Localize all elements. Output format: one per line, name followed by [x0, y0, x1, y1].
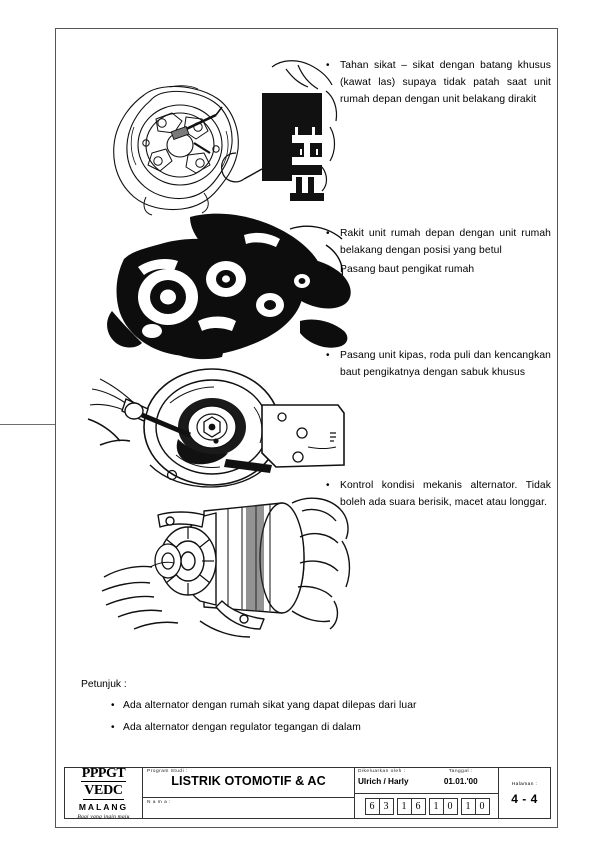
- instruction-group-2: [324, 225, 551, 280]
- name-field[interactable]: [143, 798, 354, 818]
- code-digit-pair: [429, 798, 457, 815]
- issued-by-value: Ulrich / Harly: [358, 777, 409, 786]
- bullet-item: [324, 225, 551, 259]
- bullet-label: Rakit unit rumah depan dengan unit rumah belakang dengan posisi yang betul: [340, 228, 551, 256]
- bullet-icon: •: [111, 722, 115, 733]
- binding-fold-mark: [0, 424, 56, 425]
- bullet-label: Pasang baut pengikat rumah: [340, 264, 475, 275]
- logo-tagline: Bagi yang ingin maju: [77, 813, 130, 820]
- page-label: Halaman :: [511, 782, 538, 787]
- program-cell: [143, 768, 355, 818]
- bullet-icon: •: [326, 480, 330, 491]
- bullet-item: [324, 477, 551, 511]
- date-value: 01.01.'00: [443, 777, 478, 786]
- program-study-label: Program Studi :: [147, 769, 188, 774]
- code-digit-pair: [461, 798, 489, 815]
- code-digit: 0: [443, 798, 458, 815]
- date-label: Tanggal :: [448, 769, 473, 774]
- code-digit: 6: [365, 798, 380, 815]
- page-value: 4 - 4: [511, 792, 538, 806]
- issued-by-label: Dikeluarkan oleh :: [358, 769, 406, 774]
- instruction-group-1: [324, 57, 551, 110]
- code-digit: 3: [379, 798, 394, 815]
- instruction-group-3: [324, 347, 551, 383]
- bullet-icon: •: [326, 60, 330, 71]
- figure-alternator-rear-housing-brush-holder: [86, 57, 346, 217]
- issue-cell: [355, 768, 499, 818]
- bullet-label: Pasang unit kipas, roda puli dan kencangkan baut pengikatnya dengan sabuk khusus: [340, 350, 551, 378]
- notes-section: [81, 679, 521, 741]
- name-label: N a m a :: [147, 800, 171, 805]
- instruction-group-4: [324, 477, 551, 513]
- issue-info-row: [355, 768, 498, 794]
- notes-title: Petunjuk :: [81, 679, 127, 690]
- code-digit-pair: [365, 798, 393, 815]
- document-code-field: [355, 794, 498, 818]
- logo-line-vedc: VEDC: [84, 782, 123, 798]
- date-field: [427, 769, 496, 793]
- code-digit: 1: [397, 798, 412, 815]
- figure-alternator-complete-handheld: [96, 481, 358, 641]
- notes-item-label: Ada alternator dengan regulator tegangan di dalam: [123, 722, 361, 733]
- logo-line-pppgt: PPPGT: [81, 765, 126, 781]
- program-study-field: [143, 768, 354, 798]
- bullet-item: [324, 57, 551, 108]
- institution-logo: [65, 765, 143, 820]
- notes-item-label: Ada alternator dengan rumah sikat yang dapat dilepas dari luar: [123, 700, 417, 711]
- bullet-icon: •: [326, 264, 330, 275]
- logo-line-malang: MALANG: [78, 801, 129, 812]
- bullet-label: Tahan sikat – sikat dengan batang khusus (kawat las) supaya tidak patah saat unit rumah depan dengan unit belakang dirakit: [340, 60, 551, 105]
- bullet-icon: •: [326, 228, 330, 239]
- figure-alternator-pulley-fan-belt-tool: [86, 349, 352, 489]
- bullet-item: [324, 261, 551, 278]
- page-frame-border: [55, 28, 558, 828]
- notes-item: [81, 719, 521, 736]
- title-block: [64, 767, 551, 819]
- code-digit: 0: [475, 798, 490, 815]
- figure-alternator-housing-assembly-photo: [94, 201, 360, 361]
- bullet-item: [324, 347, 551, 381]
- code-digit: 1: [461, 798, 476, 815]
- issued-by-field: [358, 769, 427, 793]
- program-study-value: LISTRIK OTOMOTIF & AC: [171, 774, 326, 788]
- bullet-label: Kontrol kondisi mekanis alternator. Tidak boleh ada suara berisik, macet atau longgar.: [340, 480, 551, 508]
- bullet-icon: •: [111, 700, 115, 711]
- page-number-cell: [499, 768, 550, 818]
- notes-item: [81, 697, 521, 714]
- bullet-icon: •: [326, 350, 330, 361]
- code-digit: 6: [411, 798, 426, 815]
- code-digit-pair: [397, 798, 425, 815]
- page-content-area: [56, 29, 557, 754]
- code-digit: 1: [429, 798, 444, 815]
